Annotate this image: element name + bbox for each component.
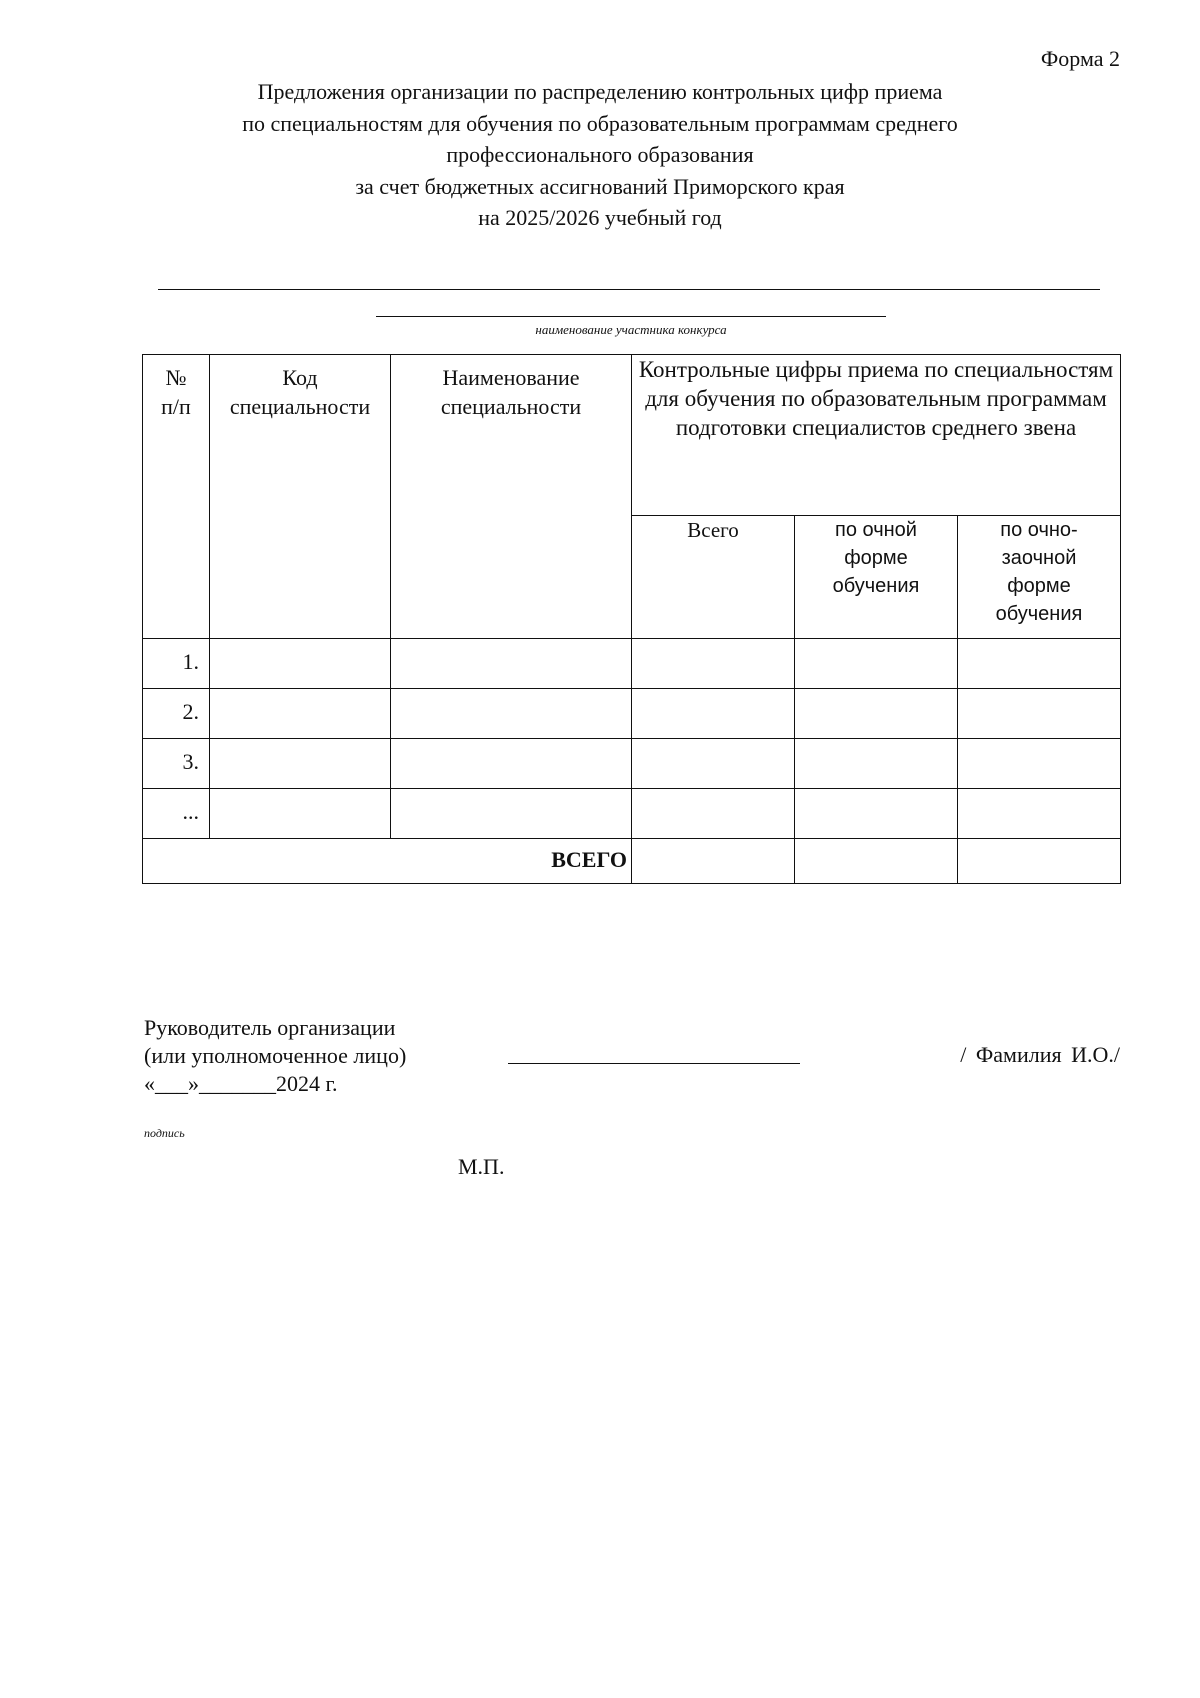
cell-fulltime[interactable] (795, 639, 958, 689)
header-kcp: Контрольные цифры приема по специальностям для обучения по образовательным программам подготовки специалистов среднего звена (632, 355, 1121, 516)
cell-code[interactable] (210, 739, 391, 789)
participant-name-line (158, 289, 1100, 290)
table-row (143, 739, 1121, 789)
signature-line (508, 1063, 800, 1064)
cell-name[interactable] (391, 639, 632, 689)
row-number: 2. (143, 689, 210, 739)
cell-total[interactable] (632, 739, 795, 789)
header-fulltime: по очной форме обучения (795, 516, 958, 639)
cell-fulltime[interactable] (795, 739, 958, 789)
signature-date: «___»_______2024 г. (144, 1071, 338, 1096)
cell-code[interactable] (210, 689, 391, 739)
row-number: 1. (143, 639, 210, 689)
total-label: ВСЕГО (143, 839, 632, 884)
kcp-table (142, 354, 1121, 884)
header-num: № п/п (143, 355, 210, 639)
table-row (143, 639, 1121, 689)
title-line: профессионального образования (446, 142, 754, 167)
cell-code[interactable] (210, 789, 391, 839)
cell-fulltime-sum[interactable] (795, 839, 958, 884)
cell-total[interactable] (632, 789, 795, 839)
row-number: ... (143, 789, 210, 839)
stamp-placeholder: М.П. (458, 1154, 505, 1179)
title-line: по специальностям для обучения по образовательным программам среднего (242, 110, 958, 136)
cell-parttime[interactable] (958, 789, 1121, 839)
cell-name[interactable] (391, 789, 632, 839)
cell-fulltime[interactable] (795, 789, 958, 839)
form-number: Форма 2 (1040, 46, 1120, 71)
cell-name[interactable] (391, 689, 632, 739)
table-row (143, 689, 1121, 739)
cell-parttime[interactable] (958, 639, 1121, 689)
cell-code[interactable] (210, 639, 391, 689)
signature-caption: подпись (144, 1126, 185, 1140)
title-line: Предложения организации по распределению контрольных цифр приема (257, 79, 943, 104)
header-total: Всего (632, 516, 795, 639)
header-name: Наименование специальности (391, 355, 632, 639)
cell-total-sum[interactable] (632, 839, 795, 884)
row-number: 3. (143, 739, 210, 789)
table-row (143, 789, 1121, 839)
header-parttime: по очно- заочной форме обучения (958, 516, 1121, 639)
header-code: Код специальности (210, 355, 391, 639)
signer-alt: (или уполномоченное лицо) (144, 1043, 407, 1068)
total-row (143, 839, 1121, 884)
cell-fulltime[interactable] (795, 689, 958, 739)
cell-name[interactable] (391, 739, 632, 789)
cell-parttime[interactable] (958, 739, 1121, 789)
signer-title: Руководитель организации (144, 1015, 396, 1040)
participant-caption: наименование участника конкурса (535, 322, 727, 337)
title-line: на 2025/2026 учебный год (478, 205, 722, 230)
title-line: за счет бюджетных ассигнований Приморского края (355, 173, 845, 199)
cell-total[interactable] (632, 689, 795, 739)
participant-name-underline (376, 316, 886, 317)
signer-block (144, 1014, 406, 1098)
cell-total[interactable] (632, 639, 795, 689)
cell-parttime-sum[interactable] (958, 839, 1121, 884)
cell-parttime[interactable] (958, 689, 1121, 739)
signer-name: / Фамилия И.О./ (960, 1042, 1120, 1067)
document-title (150, 76, 1050, 234)
